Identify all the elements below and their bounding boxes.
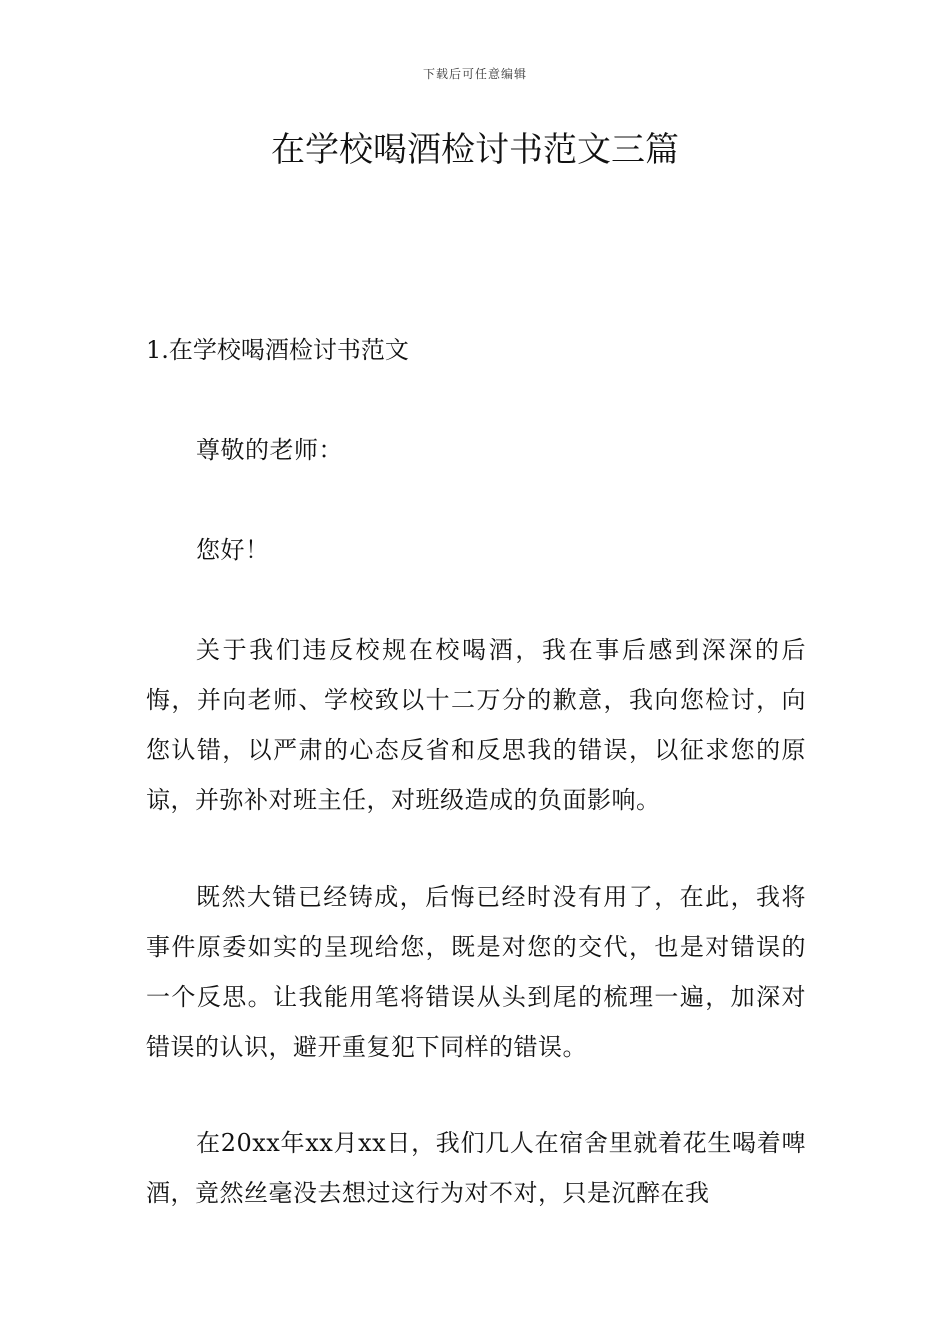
header-note: 下载后可任意编辑	[422, 67, 527, 81]
greeting: 您好！	[196, 536, 270, 564]
document-title: 在学校喝酒检讨书范文三篇	[271, 130, 679, 170]
body-paragraph: 在20xx年xx月xx日，我们几人在宿舍里就着花生喝着啤酒，竟然丝毫没去想过这行为对不对，只是沉醉在我	[146, 1129, 806, 1207]
salutation: 尊敬的老师：	[196, 436, 343, 464]
body-paragraph: 既然大错已经铸成，后悔已经时没有用了，在此，我将事件原委如实的呈现给您，既是对您的交代，也是对错误的一个反思。让我能用笔将错误从头到尾的梳理一遍，加深对错误的认识，避开重复犯下同样的错误。	[146, 883, 806, 1061]
body-paragraph: 关于我们违反校规在校喝酒，我在事后感到深深的后悔，并向老师、学校致以十二万分的歉意，我向您检讨，向您认错，以严肃的心态反省和反思我的错误，以征求您的原谅，并弥补对班主任，对班级造成的负面影响。	[146, 636, 806, 814]
section-heading: 1.在学校喝酒检讨书范文	[146, 336, 409, 364]
